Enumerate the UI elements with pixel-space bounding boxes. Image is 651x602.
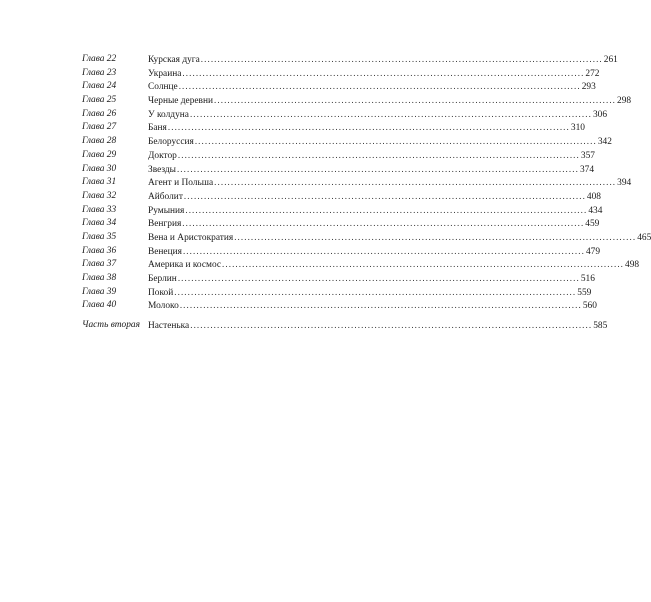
chapter-title: Вена и Аристократия: [148, 232, 234, 243]
page-number: 261: [603, 55, 618, 65]
chapter-label: Глава 30: [82, 163, 117, 174]
toc-entry: [82, 258, 640, 272]
toc-entry: [82, 163, 595, 177]
page-number: 394: [617, 178, 632, 189]
chapter-title: Америка и космос: [148, 260, 222, 271]
toc-entry: [82, 108, 607, 122]
chapter-title: Курская дуга: [148, 55, 200, 65]
dot-leader: ........................................................................................................................: [178, 81, 581, 92]
chapter-label: Глава 35: [82, 231, 117, 242]
chapter-title: Солнце: [148, 82, 178, 93]
chapter-title: Белоруссия: [148, 137, 194, 148]
page-number: 310: [570, 123, 585, 134]
dot-leader: ........................................................................................................................: [182, 245, 585, 256]
page-number: 272: [585, 68, 600, 79]
chapter-label: Глава 34: [82, 218, 117, 229]
dot-leader: ........................................................................................................................: [189, 108, 592, 119]
page-number: 465: [637, 232, 651, 243]
page-number: 357: [580, 150, 595, 161]
chapter-title: Украина: [148, 68, 182, 79]
toc-entry: [82, 67, 600, 81]
chapter-label: Глава 39: [82, 286, 117, 297]
chapter-label: Глава 28: [82, 136, 117, 147]
chapter-title: Агент и Польша: [148, 178, 214, 189]
dot-leader: ........................................................................................................................: [190, 320, 593, 331]
page-number: 560: [582, 301, 597, 312]
dot-leader: ........................................................................................................................: [167, 122, 570, 133]
dot-leader: ........................................................................................................................: [176, 163, 579, 174]
page-number: 479: [585, 246, 601, 257]
chapter-label: Глава 40: [82, 300, 117, 311]
toc-entry: [82, 149, 595, 163]
dot-leader: ........................................................................................................................: [222, 259, 625, 270]
chapter-label: Глава 23: [82, 67, 117, 78]
part-title: Настенька: [148, 321, 190, 332]
chapter-label: Глава 29: [82, 149, 117, 160]
dot-leader: ........................................................................................................................: [200, 54, 603, 64]
page-number: 298: [617, 96, 632, 107]
chapter-title: Венеция: [148, 246, 182, 257]
chapter-title: Айболит: [148, 191, 183, 202]
dot-leader: ........................................................................................................................: [214, 95, 617, 106]
page-number: 559: [577, 287, 592, 298]
dot-leader: ........................................................................................................................: [183, 190, 586, 201]
toc-entry: [82, 245, 601, 259]
dot-leader: ........................................................................................................................: [182, 218, 585, 229]
chapter-label: Глава 27: [82, 122, 117, 133]
chapter-title: Доктор: [148, 150, 177, 161]
chapter-title: Черные деревни: [148, 96, 214, 107]
dot-leader: ........................................................................................................................: [234, 231, 637, 242]
chapter-label: Глава 24: [82, 81, 117, 92]
chapter-label: Глава 31: [82, 177, 117, 188]
toc-part-entry: [82, 319, 608, 333]
chapter-title: У колдуна: [148, 109, 189, 120]
chapter-title: Румыния: [148, 205, 185, 216]
toc-entry: [82, 53, 618, 67]
toc-entry: [82, 286, 592, 300]
dot-leader: ........................................................................................................................: [185, 204, 588, 215]
chapter-title: Покой: [148, 287, 174, 298]
chapter-title: Баня: [148, 123, 167, 134]
toc-entry: [82, 94, 632, 108]
page-number: 585: [593, 321, 608, 332]
page-number: 306: [592, 109, 607, 120]
toc-entry: [82, 272, 595, 286]
part-label: Часть вторая: [82, 320, 140, 331]
page-number: 498: [625, 260, 640, 271]
chapter-label: Глава 33: [82, 204, 117, 215]
chapter-title: Молоко: [148, 301, 179, 312]
dot-leader: ........................................................................................................................: [194, 136, 597, 147]
toc-entry: [82, 299, 597, 313]
toc-entry: [82, 135, 612, 149]
chapter-label: Глава 32: [82, 190, 117, 201]
dot-leader: ........................................................................................................................: [177, 273, 580, 283]
toc-entry: [82, 204, 603, 218]
page-number: 374: [579, 164, 595, 175]
dot-leader: ........................................................................................................................: [182, 67, 585, 78]
page-number: 342: [597, 137, 612, 148]
page-number: 459: [585, 219, 600, 230]
chapter-label: Глава 38: [82, 273, 117, 283]
chapter-label: Глава 25: [82, 95, 117, 106]
chapter-title: Звезды: [148, 164, 176, 175]
toc-entry: [82, 121, 585, 135]
dot-leader: ........................................................................................................................: [214, 177, 617, 188]
toc-entry: [82, 190, 601, 204]
page-number: 516: [580, 274, 595, 284]
chapter-title: Венгрия: [148, 219, 182, 230]
table-of-contents: [82, 53, 651, 333]
chapter-title: Берлин: [148, 274, 177, 284]
chapter-label: Глава 26: [82, 108, 117, 119]
page-number: 408: [586, 191, 601, 202]
chapter-label: Глава 22: [82, 54, 117, 64]
dot-leader: ........................................................................................................................: [174, 286, 577, 297]
toc-entry: [82, 217, 600, 231]
toc-entry: [82, 176, 632, 190]
toc-entry: [82, 231, 651, 245]
chapter-label: Глава 37: [82, 259, 117, 270]
page-number: 434: [588, 205, 603, 216]
page-number: 293: [581, 82, 596, 93]
dot-leader: ........................................................................................................................: [177, 149, 580, 160]
chapter-label: Глава 36: [82, 245, 117, 256]
toc-entry: [82, 80, 596, 94]
dot-leader: ........................................................................................................................: [179, 300, 582, 311]
